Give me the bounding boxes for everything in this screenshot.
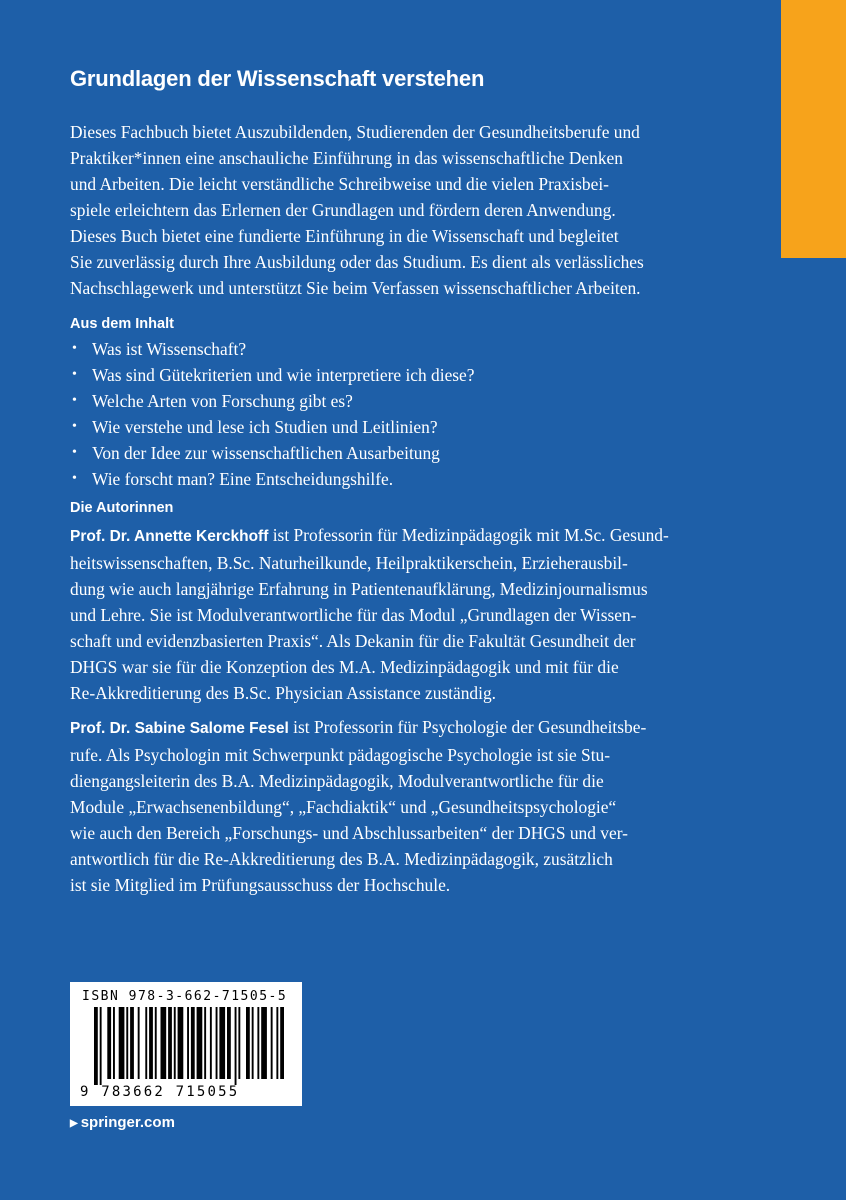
contents-item: • Welche Arten von Forschung gibt es? [70,388,710,414]
publisher-url: springer.com [80,1114,175,1131]
accent-bar [781,0,846,258]
intro-line: Nachschlagewerk und unterstützt Sie beim Verfassen wissenschaftlicher Arbeiten. [70,278,641,298]
author-bio-line: Module „Erwachsenenbildung“, „Fachdiaktik“ und „Gesundheitspsychologie“ [70,797,617,817]
authors-heading: Die Autorinnen [70,500,174,516]
barcode-digits: 9 783662 715055 [80,1084,240,1100]
intro-line: Praktiker*innen eine anschauliche Einführung in das wissenschaftliche Denken [70,148,623,168]
author-bio-kerckhoff [70,522,710,706]
intro-line: Dieses Buch bietet eine fundierte Einführung in die Wissenschaft und begleitet [70,226,619,246]
author-name: Prof. Dr. Annette Kerckhoff [70,528,269,545]
contents-item: • Wie forscht man? Eine Entscheidungshilfe. [70,466,710,492]
isbn-barcode [70,982,302,1106]
author-bio-text: ist Professorin für Medizinpädagogik mit M.Sc. Gesund- [268,525,669,545]
author-bio-first-line [70,714,710,742]
arrow-right-icon: ▶ [70,1118,78,1129]
publisher-link[interactable] [70,1114,175,1131]
author-bio-line: ist sie Mitglied im Prüfungsausschuss der Hochschule. [70,875,451,895]
author-bio-line: wie auch den Bereich „Forschungs- und Abschlussarbeiten“ der DHGS und ver- [70,823,628,843]
intro-line: Dieses Fachbuch bietet Auszubildenden, Studierenden der Gesundheitsberufe und [70,122,640,142]
intro-line: und Arbeiten. Die leicht verständliche Schreibweise und die vielen Praxisbei- [70,174,609,194]
author-bio-fesel [70,714,710,898]
author-bio-line: Re-Akkreditierung des B.Sc. Physician Assistance zuständig. [70,683,497,703]
contents-heading: Aus dem Inhalt [70,316,174,332]
author-bio-line: und Lehre. Sie ist Modulverantwortliche für das Modul „Grundlagen der Wissen- [70,605,637,625]
intro-line: spiele erleichtern das Erlernen der Grundlagen und fördern deren Anwendung. [70,200,616,220]
contents-item: • Was ist Wissenschaft? [70,336,710,362]
intro-paragraph [70,119,710,301]
author-bio-first-line [70,522,710,550]
author-bio-line: diengangsleiterin des B.A. Medizinpädagogik, Modulverantwortliche für die [70,771,604,791]
contents-list [70,336,710,492]
contents-item: • Was sind Gütekriterien und wie interpretiere ich diese? [70,362,710,388]
author-bio-line: DHGS war sie für die Konzeption des M.A. Medizinpädagogik und mit für die [70,657,619,677]
author-bio-text: ist Professorin für Psychologie der Gesundheitsbe- [288,717,647,737]
book-title: Grundlagen der Wissenschaft verstehen [70,66,485,91]
author-name: Prof. Dr. Sabine Salome Fesel [70,720,289,737]
author-bio-line: rufe. Als Psychologin mit Schwerpunkt pädagogische Psychologie ist sie Stu- [70,745,611,765]
author-bio-line: dung wie auch langjährige Erfahrung in Patientenaufklärung, Medizinjournalismus [70,579,648,599]
contents-item: • Von der Idee zur wissenschaftlichen Ausarbeitung [70,440,710,466]
intro-line: Sie zuverlässig durch Ihre Ausbildung oder das Studium. Es dient als verlässliches [70,252,644,272]
author-bio-line: heitswissenschaften, B.Sc. Naturheilkunde, Heilpraktikerschein, Erzieherausbil- [70,553,628,573]
author-bio-line: antwortlich für die Re-Akkreditierung des B.A. Medizinpädagogik, zusätzlich [70,849,613,869]
isbn-label: ISBN 978-3-662-71505-5 [82,989,288,1004]
author-bio-line: schaft und evidenzbasierten Praxis“. Als Dekanin für die Fakultät Gesundheit der [70,631,636,651]
barcode-bars [94,1007,284,1085]
contents-item: • Wie verstehe und lese ich Studien und Leitlinien? [70,414,710,440]
